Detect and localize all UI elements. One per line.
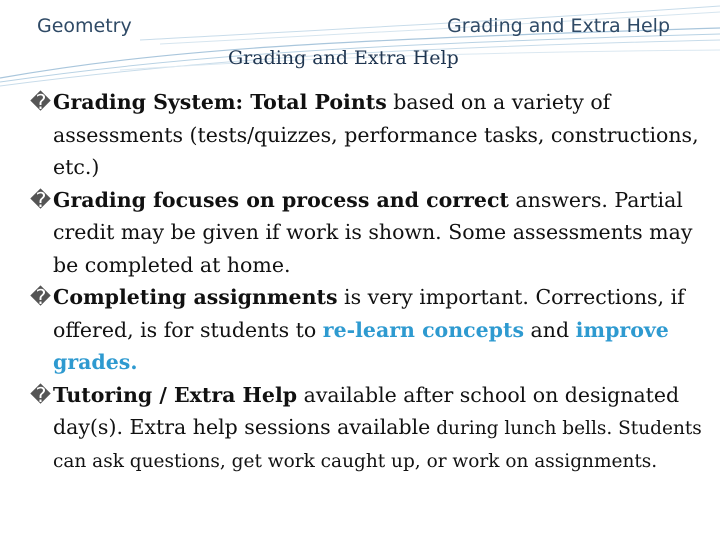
paragraph-text-small: during lunch bells. Students can ask questions, get work caught up, or work on assignments. (53, 418, 702, 472)
paragraph-heading: Grading System: Total Points (53, 90, 387, 114)
paragraph-grading-focus (30, 184, 706, 282)
bullet-icon: � (30, 90, 52, 114)
header-course-label: Geometry (37, 15, 132, 37)
paragraph-completing-assignments (30, 281, 706, 379)
paragraph-tutoring (30, 379, 706, 477)
paragraph-heading: Completing assignments (53, 285, 338, 309)
slide-title: Grading and Extra Help (228, 47, 459, 69)
header-topic-label: Grading and Extra Help (447, 15, 670, 37)
bullet-icon: � (30, 382, 52, 407)
paragraph-text-mid: and (524, 317, 576, 342)
paragraph-text: available after school on designated day(s). Extra help sessions available (53, 382, 680, 439)
bullet-icon: � (30, 187, 52, 212)
paragraph-heading: Grading focuses on process and correct (53, 187, 509, 212)
paragraph-grading-system (30, 86, 706, 184)
paragraph-text: is very important. Corrections, if offered, is for students to (53, 285, 685, 342)
highlight-improve-grades: improve grades. (53, 317, 669, 374)
slide-body (30, 86, 706, 476)
paragraph-heading: Tutoring / Extra Help (53, 382, 298, 407)
paragraph-text: answers. Partial credit may be given if work is shown. Some assessments may be completed at home. (53, 187, 693, 277)
highlight-relearn: re-learn concepts (322, 317, 525, 342)
bullet-icon: � (30, 285, 52, 309)
paragraph-text: based on a variety of assessments (tests/quizzes, performance tasks, constructions, etc.) (53, 90, 699, 179)
